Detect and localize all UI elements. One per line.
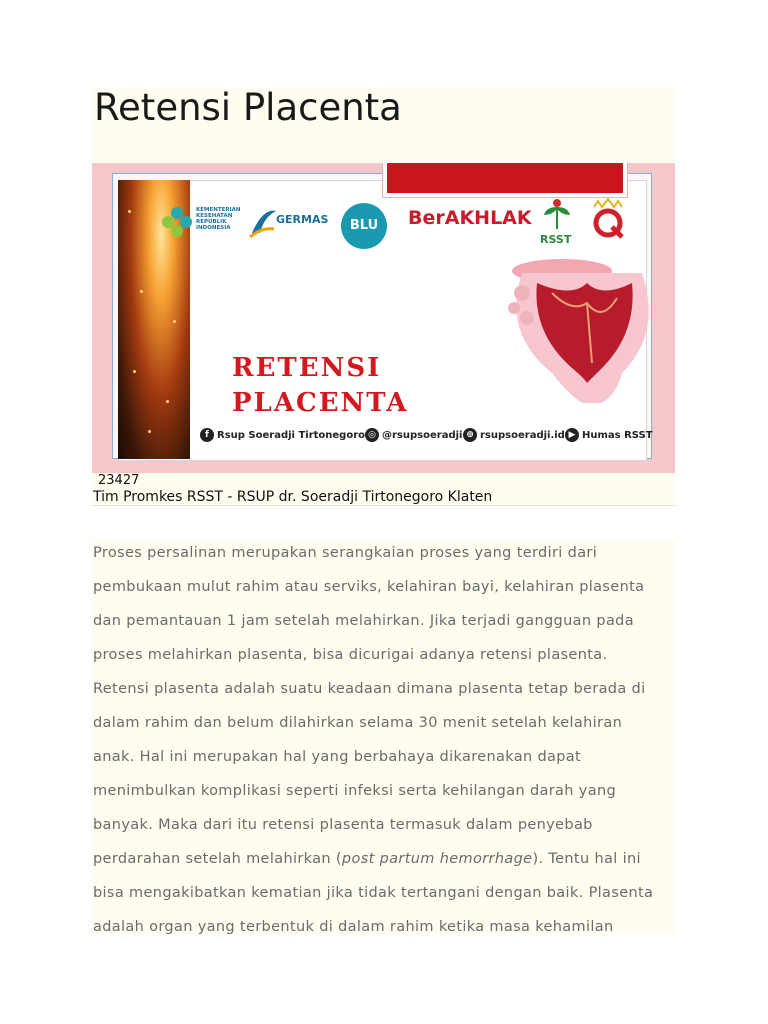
kemkes-icon bbox=[160, 205, 194, 239]
article-body bbox=[93, 536, 673, 944]
page-title: Retensi Placenta bbox=[94, 86, 402, 129]
quality-icon bbox=[588, 197, 628, 241]
image-number: 23427 bbox=[98, 473, 140, 488]
body-line: banyak. Maka dari itu retensi plasenta termasuk dalam penyebab bbox=[93, 817, 593, 833]
kemkes-logo: KEMENTERIAN KESEHATAN REPUBLIK INDONESIA bbox=[160, 197, 240, 247]
body-line: dalam rahim dan belum dilahirkan selama 30 menit setelah kelahiran bbox=[93, 715, 623, 731]
body-line: anak. Hal ini merupakan hal yang berbahaya dikarenakan dapat bbox=[93, 749, 582, 765]
banner-heading-line2: PLACENTA bbox=[232, 388, 409, 418]
berakhlak-logo: BerAKHLAK bbox=[408, 207, 532, 229]
body-line: dan pemantauan 1 jam setelah melahirkan. Jika terjadi gangguan pada bbox=[93, 613, 634, 629]
blu-logo: BLU bbox=[341, 197, 391, 247]
social-website: ⊕ rsupsoeradji.id bbox=[463, 428, 565, 442]
quality-logo bbox=[588, 197, 628, 247]
germas-icon bbox=[248, 203, 278, 243]
body-line: Proses persalinan merupakan serangkaian proses yang terdiri dari bbox=[93, 545, 598, 561]
social-instagram: ◎ @rsupsoeradji bbox=[365, 428, 462, 442]
globe-icon: ⊕ bbox=[463, 428, 477, 442]
youtube-icon: ▶ bbox=[565, 428, 579, 442]
rsst-logo: RSST bbox=[540, 197, 580, 247]
body-line: menimbulkan komplikasi seperti infeksi serta kehilangan darah yang bbox=[93, 783, 617, 799]
article-banner-image bbox=[92, 163, 675, 473]
body-line: adalah organ yang terbentuk di dalam rahim ketika masa kehamilan bbox=[93, 919, 614, 935]
body-line: proses melahirkan plasenta, bisa dicurigai adanya retensi plasenta. bbox=[93, 647, 608, 663]
body-line: pembukaan mulut rahim atau serviks, kelahiran bayi, kelahiran plasenta bbox=[93, 579, 645, 595]
instagram-icon: ◎ bbox=[365, 428, 379, 442]
body-line: perdarahan setelah melahirkan (post partum hemorrhage). Tentu hal ini bbox=[93, 851, 641, 867]
uterus-illustration bbox=[492, 253, 672, 403]
author-credit: Tim Promkes RSST - RSUP dr. Soeradji Tirtonegoro Klaten bbox=[93, 489, 493, 505]
rsst-icon bbox=[540, 197, 574, 231]
body-line: Retensi plasenta adalah suatu keadaan dimana plasenta tetap berada di bbox=[93, 681, 646, 697]
social-row bbox=[200, 428, 653, 452]
social-youtube: ▶ Humas RSST bbox=[565, 428, 653, 442]
italic-term: post partum hemorrhage bbox=[341, 851, 533, 867]
logo-row bbox=[160, 197, 640, 247]
social-facebook: f Rsup Soeradji Tirtonegoro bbox=[200, 428, 365, 442]
facebook-icon: f bbox=[200, 428, 214, 442]
banner-heading-line1: RETENSI bbox=[232, 353, 382, 383]
germas-logo: GERMAS bbox=[248, 197, 328, 247]
title-block bbox=[92, 88, 675, 162]
banner-red-tab bbox=[383, 163, 627, 197]
uterus-placenta-icon bbox=[492, 253, 672, 403]
body-line: bisa mengakibatkan kematian jika tidak tertangani dengan baik. Plasenta bbox=[93, 885, 654, 901]
